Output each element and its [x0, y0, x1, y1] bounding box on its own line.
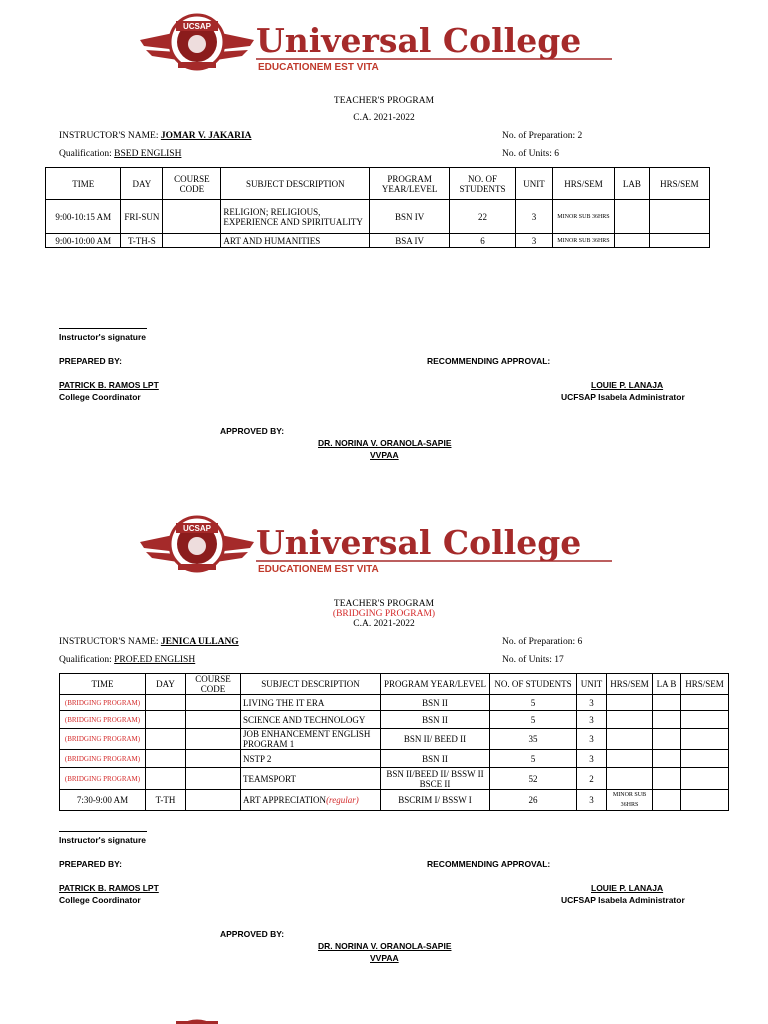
- col-header: HRS/SEM: [552, 168, 614, 200]
- recommending-label: RECOMMENDING APPROVAL:: [427, 859, 551, 869]
- cell-hrs-sem-2: [681, 750, 729, 768]
- cell-program: BSN II: [381, 695, 490, 711]
- col-header: NO. OF STUDENTS: [490, 674, 577, 695]
- cell-subject: LIVING THE IT ERA: [241, 695, 381, 711]
- cell-program: BSA IV: [370, 234, 450, 248]
- cell-program: BSN II: [381, 711, 490, 729]
- units-count: No. of Units: 6: [502, 149, 559, 159]
- cell-program: BSCRIM I/ BSSW I: [381, 790, 490, 811]
- vp-title: VVPAA: [370, 953, 399, 963]
- instructor-label: INSTRUCTOR'S NAME:: [59, 637, 159, 647]
- academic-year: C.A. 2021-2022: [353, 113, 415, 123]
- cell-hrs-sem-2: [649, 234, 709, 248]
- cell-day: T-TH: [146, 790, 186, 811]
- cell-unit: 3: [577, 790, 607, 811]
- cell-subject: RELIGION; RELIGIOUS, EXPERIENCE AND SPIRITUALITY: [221, 200, 370, 234]
- cell-students: 6: [449, 234, 515, 248]
- instructor-name: JOMAR V. JAKARIA: [160, 131, 252, 141]
- col-header: DAY: [146, 674, 186, 695]
- svg-text:UCSAP: UCSAP: [182, 524, 212, 533]
- cell-day: [146, 750, 186, 768]
- cell-time: (BRIDGING PROGRAM): [60, 729, 146, 750]
- col-header: HRS/SEM: [607, 674, 653, 695]
- program-title: TEACHER'S PROGRAM: [333, 599, 435, 609]
- schedule-table: [59, 673, 729, 811]
- cell-unit: 3: [577, 711, 607, 729]
- academic-year: C.A. 2021-2022: [353, 619, 415, 629]
- table-row: [60, 711, 729, 729]
- cell-lab: [615, 200, 650, 234]
- qualification-value: BSED ENGLISH: [114, 149, 182, 159]
- qualification-line: [59, 655, 195, 665]
- recommending-label: RECOMMENDING APPROVAL:: [427, 356, 551, 366]
- col-header: SUBJECT DESCRIPTION: [241, 674, 381, 695]
- table-row: [46, 200, 710, 234]
- cell-hrs-sem-2: [681, 768, 729, 790]
- cell-time: 9:00-10:15 AM: [46, 200, 121, 234]
- col-header: DAY: [121, 168, 163, 200]
- program-title: TEACHER'S PROGRAM: [333, 96, 435, 106]
- wings-emblem-icon: [140, 517, 254, 571]
- cell-subject: ART AND HUMANITIES: [221, 234, 370, 248]
- cell-time: (BRIDGING PROGRAM): [60, 695, 146, 711]
- vp-name: DR. NORINA V. ORANOLA-SAPIE: [318, 941, 452, 951]
- cell-unit: 3: [516, 234, 553, 248]
- preparation-count: No. of Preparation: 2: [502, 131, 583, 141]
- cell-students: 5: [490, 695, 577, 711]
- subject-name: ART APPRECIATION: [243, 795, 327, 805]
- col-header: UNIT: [577, 674, 607, 695]
- col-header: HRS/SEM: [649, 168, 709, 200]
- cell-hrs-sem: [607, 695, 653, 711]
- preparation-count: No. of Preparation: 6: [502, 637, 583, 647]
- col-header: COURSE CODE: [186, 674, 241, 695]
- cell-course-code: [186, 695, 241, 711]
- cell-course-code: [163, 234, 221, 248]
- col-header: HRS/SEM: [681, 674, 729, 695]
- col-header: LAB: [615, 168, 650, 200]
- col-header: TIME: [46, 168, 121, 200]
- signature-line: [59, 328, 147, 329]
- cell-hrs-sem: MINOR SUB 36HRS: [607, 790, 653, 811]
- cell-day: [146, 695, 186, 711]
- col-header: PROGRAM YEAR/LEVEL: [381, 674, 490, 695]
- qualification-label: Qualification:: [59, 655, 112, 665]
- admin-title: UCFSAP Isabela Administrator: [561, 392, 685, 402]
- cell-time: (BRIDGING PROGRAM): [60, 768, 146, 790]
- coordinator-name: PATRICK B. RAMOS LPT: [59, 380, 159, 390]
- instructor-signature-label: Instructor's signature: [59, 332, 147, 342]
- cell-unit: 3: [577, 729, 607, 750]
- cell-lab: [653, 790, 681, 811]
- cell-program: BSN II: [381, 750, 490, 768]
- col-header: LA B: [653, 674, 681, 695]
- cell-unit: 3: [577, 750, 607, 768]
- cell-program: BSN II/BEED II/ BSSW II BSCE II: [381, 768, 490, 790]
- cell-students: 5: [490, 711, 577, 729]
- coordinator-title: College Coordinator: [59, 392, 141, 402]
- cell-course-code: [186, 750, 241, 768]
- schedule-table: [45, 167, 710, 248]
- col-header: TIME: [60, 674, 146, 695]
- cell-course-code: [186, 768, 241, 790]
- vp-name: DR. NORINA V. ORANOLA-SAPIE: [318, 438, 452, 448]
- cell-day: FRI-SUN: [121, 200, 163, 234]
- col-header: PROGRAM YEAR/LEVEL: [370, 168, 450, 200]
- prepared-by-label: PREPARED BY:: [59, 859, 122, 869]
- svg-text:Universal College: Universal College: [256, 523, 582, 562]
- instructor-label: INSTRUCTOR'S NAME:: [59, 131, 159, 141]
- coordinator-name: PATRICK B. RAMOS LPT: [59, 883, 159, 893]
- cell-program: BSN II/ BEED II: [381, 729, 490, 750]
- cell-hrs-sem: [607, 768, 653, 790]
- instructor-line: [59, 637, 239, 647]
- cell-lab: [653, 711, 681, 729]
- cell-students: 26: [490, 790, 577, 811]
- table-row: [60, 695, 729, 711]
- col-header: COURSE CODE: [163, 168, 221, 200]
- admin-title: UCFSAP Isabela Administrator: [561, 895, 685, 905]
- cell-hrs-sem: MINOR SUB 36HRS: [552, 234, 614, 248]
- cell-time: (BRIDGING PROGRAM): [60, 750, 146, 768]
- cell-hrs-sem: [607, 729, 653, 750]
- table-row: [60, 729, 729, 750]
- cell-unit: 3: [577, 695, 607, 711]
- regular-note: (regular): [326, 795, 359, 805]
- cell-unit: 2: [577, 768, 607, 790]
- admin-name: LOUIE P. LANAJA: [591, 380, 664, 390]
- cell-day: [146, 711, 186, 729]
- college-logo: [138, 10, 618, 74]
- cell-subject: SCIENCE AND TECHNOLOGY: [241, 711, 381, 729]
- college-logo-partial: [138, 1016, 618, 1024]
- approved-by-label: APPROVED BY:: [220, 426, 285, 436]
- cell-time: (BRIDGING PROGRAM): [60, 711, 146, 729]
- cell-hrs-sem-2: [681, 729, 729, 750]
- col-header: UNIT: [516, 168, 553, 200]
- cell-hrs-sem-2: [681, 790, 729, 811]
- wings-emblem-icon: [140, 15, 254, 69]
- signature-line: [59, 831, 147, 832]
- cell-course-code: [186, 790, 241, 811]
- cell-day: [146, 729, 186, 750]
- cell-subject: TEAMSPORT: [241, 768, 381, 790]
- cell-course-code: [163, 200, 221, 234]
- cell-lab: [653, 750, 681, 768]
- cell-unit: 3: [516, 200, 553, 234]
- table-row: [60, 768, 729, 790]
- cell-lab: [653, 695, 681, 711]
- cell-students: 5: [490, 750, 577, 768]
- cell-program: BSN IV: [370, 200, 450, 234]
- svg-text:Universal College: Universal College: [256, 21, 582, 60]
- instructor-line: [59, 131, 252, 141]
- col-header: SUBJECT DESCRIPTION: [221, 168, 370, 200]
- vp-title: VVPAA: [370, 450, 399, 460]
- col-header: NO. OF STUDENTS: [449, 168, 515, 200]
- svg-text:EDUCATIONEM EST VITA: EDUCATIONEM EST VITA: [258, 564, 379, 575]
- prepared-by-label: PREPARED BY:: [59, 356, 122, 366]
- instructor-signature-label: Instructor's signature: [59, 835, 147, 845]
- cell-students: 35: [490, 729, 577, 750]
- cell-day: [146, 768, 186, 790]
- college-logo: [138, 512, 618, 576]
- svg-text:EDUCATIONEM EST VITA: EDUCATIONEM EST VITA: [258, 62, 379, 73]
- table-row: [60, 750, 729, 768]
- admin-name: LOUIE P. LANAJA: [591, 883, 664, 893]
- qualification-line: [59, 149, 181, 159]
- cell-hrs-sem: [607, 711, 653, 729]
- cell-day: T-TH-S: [121, 234, 163, 248]
- qualification-value: PROF.ED ENGLISH: [114, 655, 196, 665]
- cell-lab: [653, 768, 681, 790]
- units-count: No. of Units: 17: [502, 655, 564, 665]
- cell-time: 9:00-10:00 AM: [46, 234, 121, 248]
- cell-subject: [241, 790, 381, 811]
- cell-hrs-sem-2: [681, 695, 729, 711]
- qualification-label: Qualification:: [59, 149, 112, 159]
- cell-hrs-sem: MINOR SUB 36HRS: [552, 200, 614, 234]
- cell-hrs-sem: [607, 750, 653, 768]
- cell-course-code: [186, 711, 241, 729]
- table-header-row: [60, 674, 729, 695]
- cell-subject: JOB ENHANCEMENT ENGLISH PROGRAM 1: [241, 729, 381, 750]
- table-row: [60, 790, 729, 811]
- cell-hrs-sem-2: [649, 200, 709, 234]
- instructor-name: JENICA ULLANG: [160, 637, 239, 647]
- cell-students: 52: [490, 768, 577, 790]
- approved-by-label: APPROVED BY:: [220, 929, 285, 939]
- coordinator-title: College Coordinator: [59, 895, 141, 905]
- cell-lab: [653, 729, 681, 750]
- table-row: [46, 234, 710, 248]
- cell-lab: [615, 234, 650, 248]
- cell-students: 22: [449, 200, 515, 234]
- svg-text:UCSAP: UCSAP: [182, 22, 212, 31]
- table-header-row: [46, 168, 710, 200]
- program-subtitle: (BRIDGING PROGRAM): [332, 609, 436, 619]
- cell-subject: NSTP 2: [241, 750, 381, 768]
- cell-course-code: [186, 729, 241, 750]
- cell-hrs-sem-2: [681, 711, 729, 729]
- cell-time: 7:30-9:00 AM: [60, 790, 146, 811]
